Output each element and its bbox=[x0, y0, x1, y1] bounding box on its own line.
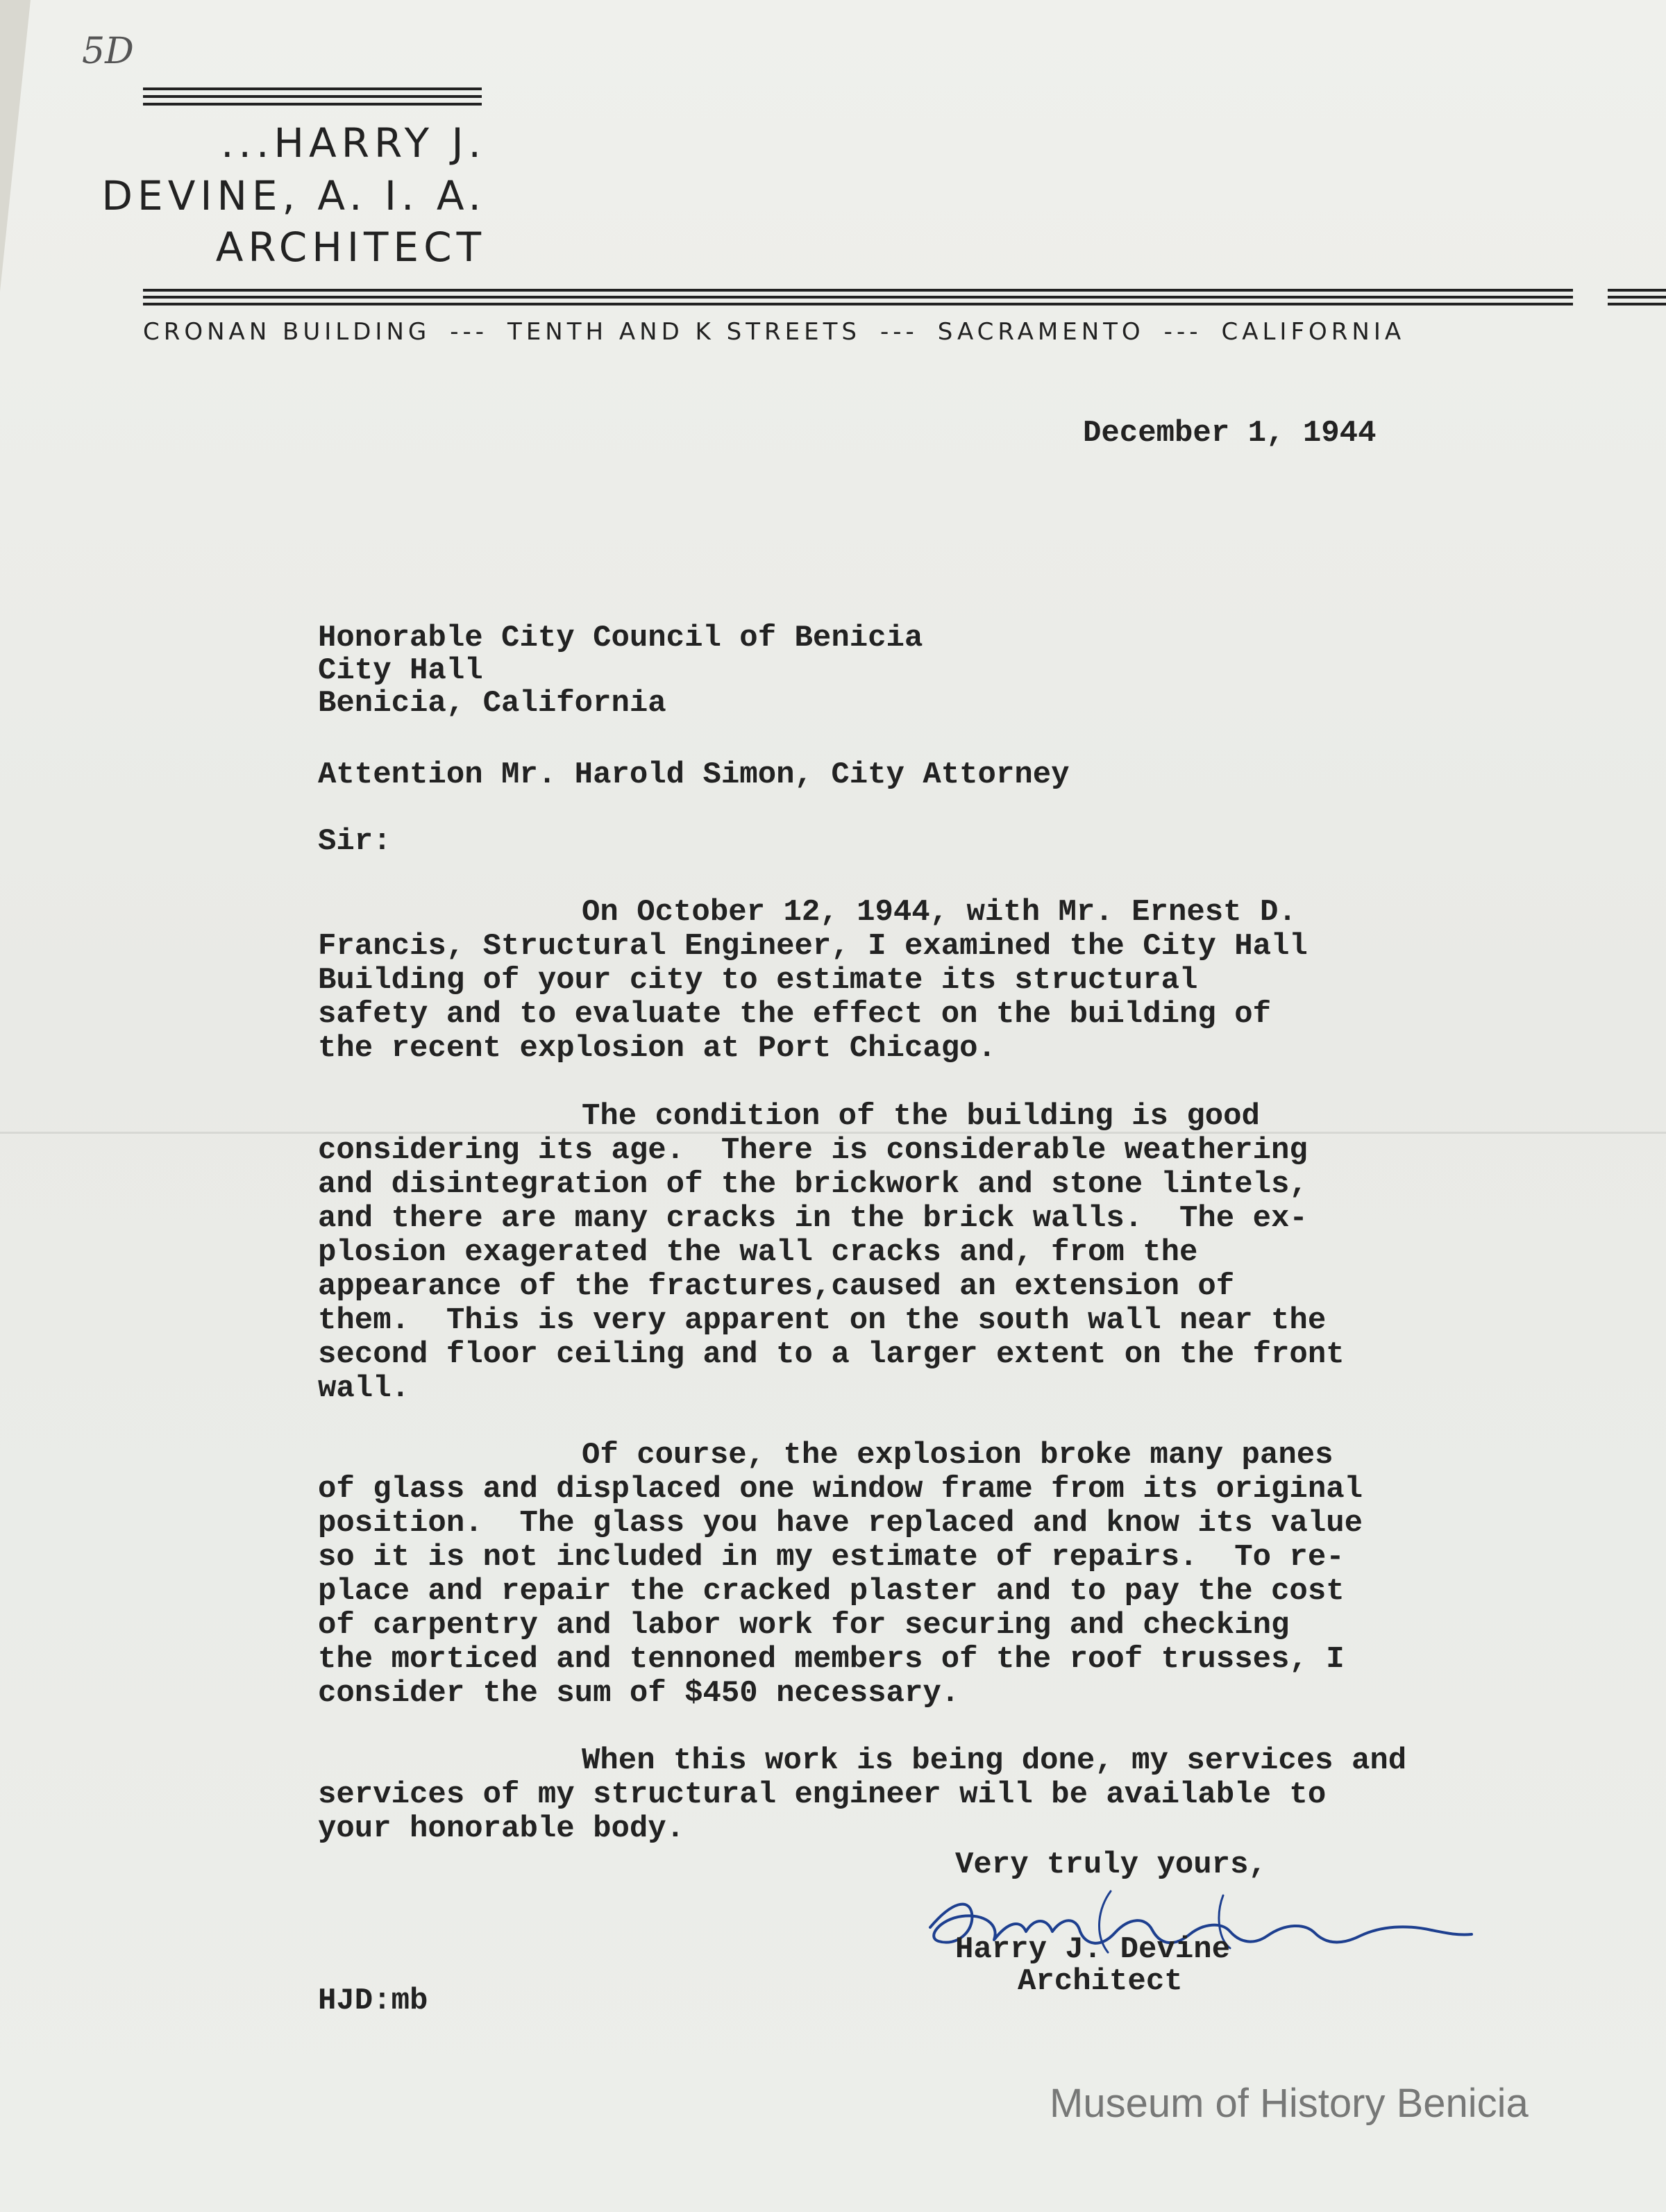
letterhead-rule-bottom-1 bbox=[143, 289, 1573, 292]
paragraph-line: second floor ceiling and to a larger extent on the front bbox=[318, 1337, 1345, 1372]
paragraph-line: of carpentry and labor work for securing and checking bbox=[318, 1608, 1290, 1643]
address-state: CALIFORNIA bbox=[1221, 318, 1406, 346]
paragraph-line: appearance of the fractures,caused an extension of bbox=[318, 1269, 1235, 1304]
paragraph-line: plosion exagerated the wall cracks and, from the bbox=[318, 1235, 1198, 1270]
address-city: SACRAMENTO bbox=[937, 318, 1145, 346]
letterhead-rule-edge-3 bbox=[1608, 303, 1666, 305]
body-paragraph-4 bbox=[318, 1744, 1406, 1846]
closing: Very truly yours, bbox=[955, 1847, 1267, 1882]
letterhead-line-3: ARCHITECT bbox=[215, 224, 486, 271]
letterhead-rule-edge-2 bbox=[1608, 296, 1666, 299]
body-paragraph-2 bbox=[318, 1100, 1345, 1406]
paragraph-line: considering its age. There is considerable weathering bbox=[318, 1133, 1308, 1168]
paragraph-line: safety and to evaluate the effect on the building of bbox=[318, 997, 1272, 1032]
paragraph-line: Francis, Structural Engineer, I examined the City Hall bbox=[318, 929, 1308, 964]
body-paragraph-1 bbox=[318, 896, 1308, 1066]
paragraph-line: your honorable body. bbox=[318, 1811, 685, 1846]
paragraph-line: wall. bbox=[318, 1371, 410, 1406]
letterhead-line-2: DEVINE, A. I. A. bbox=[101, 172, 486, 219]
paragraph-line: position. The glass you have replaced and know its value bbox=[318, 1506, 1363, 1541]
paragraph-line: consider the sum of $450 necessary. bbox=[318, 1676, 960, 1711]
typist-initials: HJD:mb bbox=[318, 1984, 428, 2018]
address-separator: --- bbox=[1163, 318, 1202, 346]
paragraph-line: When this work is being done, my services and bbox=[582, 1743, 1407, 1778]
paragraph-line: Building of your city to estimate its structural bbox=[318, 963, 1198, 998]
letter-date: December 1, 1944 bbox=[1083, 416, 1377, 451]
letterhead-rule-edge-1 bbox=[1608, 289, 1666, 292]
paragraph-line: them. This is very apparent on the south wall near the bbox=[318, 1303, 1327, 1338]
paragraph-line: the recent explosion at Port Chicago. bbox=[318, 1031, 996, 1066]
letterhead-line-1: ...HARRY J. bbox=[221, 119, 486, 167]
attention-line: Attention Mr. Harold Simon, City Attorney bbox=[318, 757, 1070, 792]
paragraph-line: of glass and displaced one window frame from its original bbox=[318, 1472, 1363, 1507]
paragraph-line: Of course, the explosion broke many panes bbox=[582, 1438, 1333, 1473]
museum-watermark: Museum of History Benicia bbox=[1050, 2081, 1529, 2126]
recipient-block bbox=[318, 622, 923, 720]
address-streets: TENTH AND K STREETS bbox=[507, 318, 861, 346]
recipient-line: City Hall bbox=[318, 653, 483, 688]
address-separator: --- bbox=[880, 318, 918, 346]
recipient-line: Honorable City Council of Benicia bbox=[318, 621, 923, 655]
letterhead-address bbox=[143, 318, 1424, 346]
paragraph-line: The condition of the building is good bbox=[582, 1099, 1260, 1134]
paragraph-line: place and repair the cracked plaster and to pay the cost bbox=[318, 1574, 1345, 1609]
paragraph-line: so it is not included in my estimate of repairs. To re- bbox=[318, 1540, 1345, 1575]
signer-title: Architect bbox=[1018, 1964, 1183, 1999]
salutation: Sir: bbox=[318, 824, 392, 859]
paragraph-line: On October 12, 1944, with Mr. Ernest D. bbox=[582, 895, 1297, 930]
torn-paper-corner bbox=[0, 0, 31, 292]
paragraph-line: services of my structural engineer will be available to bbox=[318, 1777, 1327, 1812]
letterhead-rule-top-1 bbox=[143, 87, 482, 90]
letterhead-rule-bottom-3 bbox=[143, 303, 1573, 305]
paragraph-line: and disintegration of the brickwork and stone lintels, bbox=[318, 1167, 1308, 1202]
recipient-line: Benicia, California bbox=[318, 686, 666, 721]
address-building: CRONAN BUILDING bbox=[143, 318, 431, 346]
body-paragraph-3 bbox=[318, 1439, 1363, 1711]
letterhead-rule-top-3 bbox=[143, 103, 482, 106]
paragraph-line: the morticed and tennoned members of the roof trusses, I bbox=[318, 1642, 1345, 1677]
letterhead-rule-bottom-2 bbox=[143, 296, 1573, 299]
handwritten-annotation: 5D bbox=[82, 31, 134, 72]
address-separator: --- bbox=[450, 318, 489, 346]
paragraph-line: and there are many cracks in the brick walls. The ex- bbox=[318, 1201, 1308, 1236]
letterhead-rule-top-2 bbox=[143, 95, 482, 98]
signer-name: Harry J. Devine bbox=[955, 1932, 1231, 1967]
